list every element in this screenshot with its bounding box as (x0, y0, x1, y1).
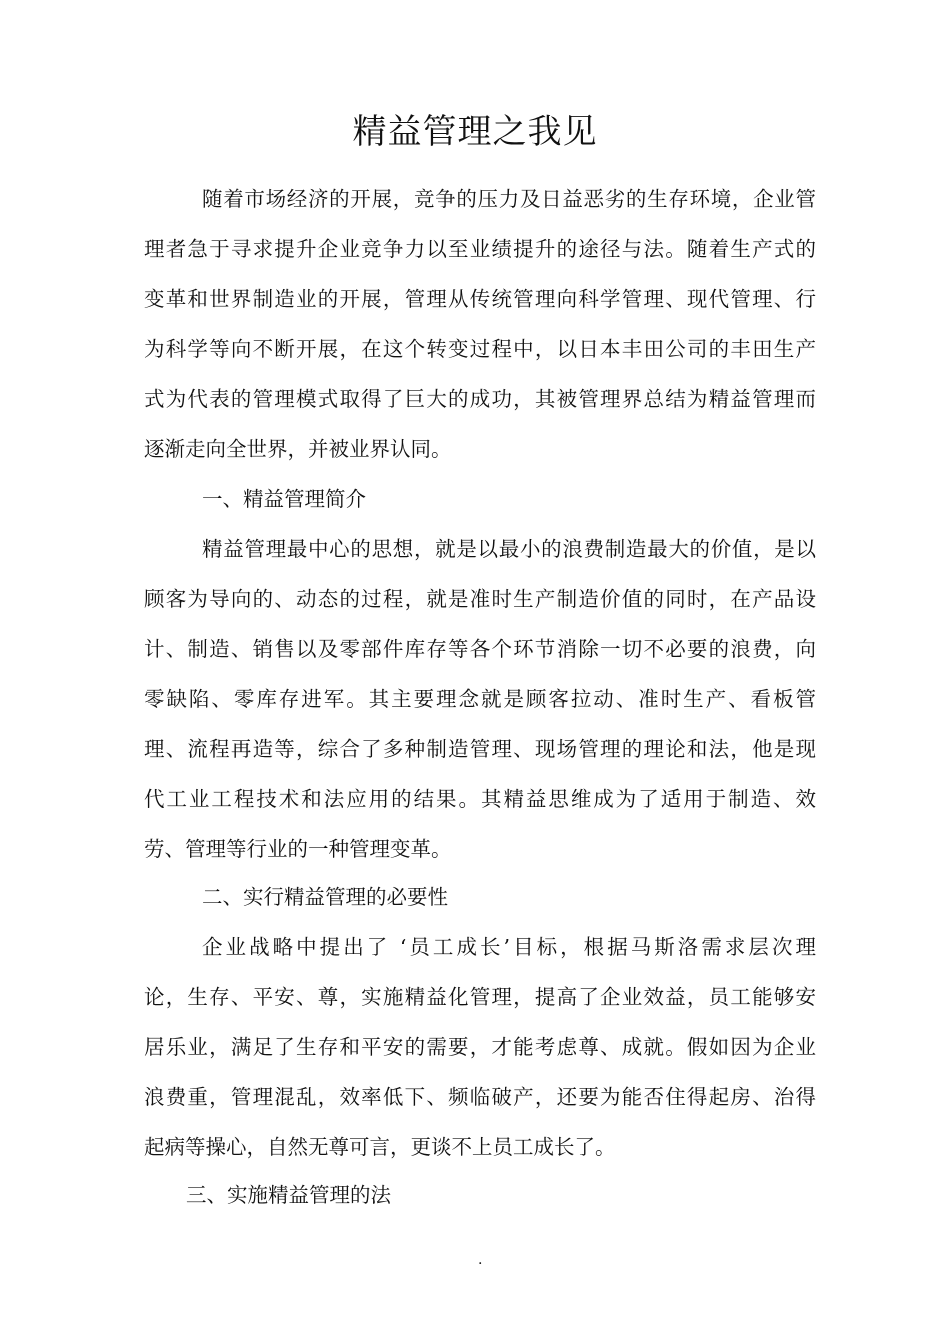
paragraph-1-line-6: 逐渐走向全世界，并被业界认同。 (144, 437, 452, 461)
section-heading-2: 二、实行精益管理的必要性 (202, 885, 448, 909)
paragraph-1-line-4: 为科学等向不断开展，在这个转变过程中，以日本丰田公司的丰田生产 (144, 337, 816, 361)
paragraph-2-line-5: 理、流程再造等，综合了多种制造管理、现场管理的理论和法，他是现 (144, 737, 816, 761)
section-heading-3: 三、实施精益管理的法 (186, 1183, 391, 1207)
paragraph-1-line-3: 变革和世界制造业的开展，管理从传统管理向科学管理、现代管理、行 (144, 287, 816, 311)
paragraph-1-line-1: 随着市场经济的开展，竞争的压力及日益恶劣的生存环境，企业管 (202, 187, 816, 211)
paragraph-1-line-2: 理者急于寻求提升企业竞争力以至业绩提升的途径与法。随着生产式的 (144, 237, 816, 261)
paragraph-3-line-1: 企业战略中提出了 ‘员工成长’目标，根据马斯洛需求层次理 (202, 935, 816, 959)
document-title: 精益管理之我见 (352, 112, 598, 152)
paragraph-2-line-7: 劳、管理等行业的一种管理变革。 (144, 837, 452, 861)
paragraph-1-line-5: 式为代表的管理模式取得了巨大的成功，其被管理界总结为精益管理而 (144, 387, 816, 411)
paragraph-2-line-4: 零缺陷、零库存进军。其主要理念就是顾客拉动、准时生产、看板管 (144, 687, 816, 711)
paragraph-3-line-5: 起病等操心，自然无尊可言，更谈不上员工成长了。 (144, 1135, 616, 1159)
paragraph-2-line-2: 顾客为导向的、动态的过程，就是准时生产制造价值的同时，在产品设 (144, 587, 816, 611)
paragraph-3-line-3: 居乐业，满足了生存和平安的需要，才能考虑尊、成就。假如因为企业 (144, 1035, 816, 1059)
paragraph-2-line-1: 精益管理最中心的思想，就是以最小的浪费制造最大的价值，是以 (202, 537, 816, 561)
section-heading-1: 一、精益管理简介 (202, 487, 366, 511)
paragraph-2-line-6: 代工业工程技术和法应用的结果。其精益思维成为了适用于制造、效 (144, 787, 816, 811)
paragraph-3-line-4: 浪费重，管理混乱，效率低下、频临破产，还要为能否住得起房、治得 (144, 1085, 816, 1109)
paragraph-2-line-3: 计、制造、销售以及零部件库存等各个环节消除一切不必要的浪费，向 (144, 637, 816, 661)
paragraph-3-line-2: 论，生存、平安、尊，实施精益化管理，提高了企业效益，员工能够安 (144, 985, 816, 1009)
page-footer-mark: . (478, 1252, 483, 1268)
